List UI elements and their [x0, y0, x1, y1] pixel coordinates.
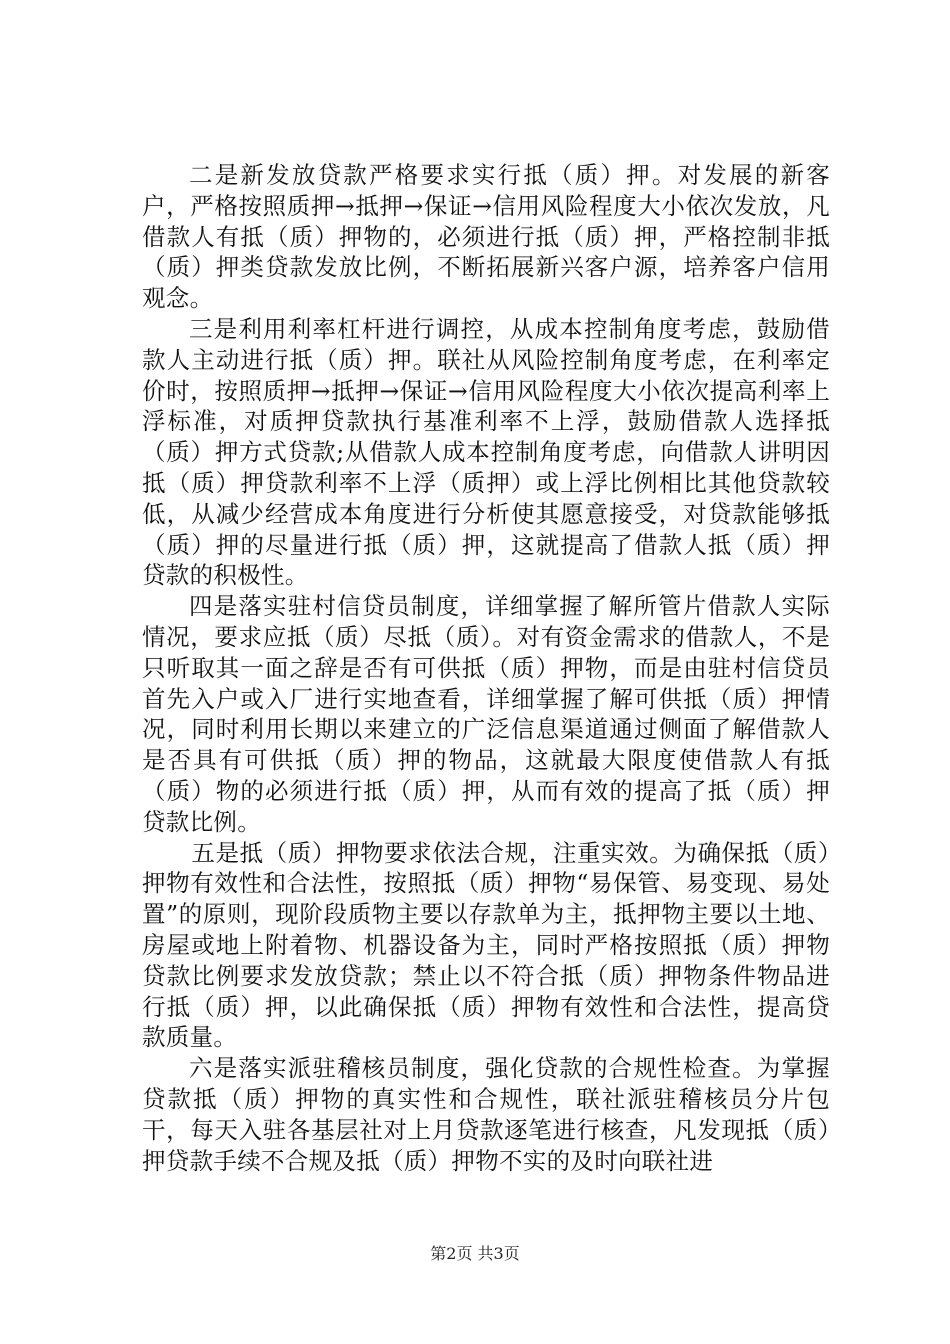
- paragraph-5: 五是抵（质）押物要求依法合规，注重实效。为确保抵（质）押物有效性和合法性，按照抵（质）押物“易保管、易变现、易处置”的原则，现阶段质物主要以存款单为主，抵押物主要以土地、房屋或地上附着物、机器设备为主，同时严格按照抵（质）押物贷款比例要求发放贷款；禁止以不符合抵（质）押物条件物品进行抵（质）押，以此确保抵（质）押物有效性和合法性，提高贷款质量。: [142, 838, 830, 1052]
- paragraph-3: 三是利用利率杠杆进行调控，从成本控制角度考虑，鼓励借款人主动进行抵（质）押。联社从风险控制角度考虑，在利率定价时，按照质押→抵押→保证→信用风险程度大小依次提高利率上浮标准，对质押贷款执行基准利率不上浮，鼓励借款人选择抵（质）押方式贷款;从借款人成本控制角度考虑，向借款人讲明因抵（质）押贷款利率不上浮（质押）或上浮比例相比其他贷款较低，从减少经营成本角度进行分析使其愿意接受，对贷款能够抵（质）押的尽量进行抵（质）押，这就提高了借款人抵（质）押贷款的积极性。: [142, 314, 830, 590]
- paragraph-2: 二是新发放贷款严格要求实行抵（质）押。对发展的新客户，严格按照质押→抵押→保证→信用风险程度大小依次发放，凡借款人有抵（质）押物的，必须进行抵（质）押，严格控制非抵（质）押类贷款发放比例，不断拓展新兴客户源，培养客户信用观念。: [142, 161, 830, 313]
- page-number: 第2页 共3页: [430, 1244, 520, 1263]
- document-body: [142, 160, 830, 1176]
- page-footer: [0, 1244, 950, 1264]
- paragraph-4: 四是落实驻村信贷员制度，详细掌握了解所管片借款人实际情况，要求应抵（质）尽抵（质）。对有资金需求的借款人，不是只听取其一面之辞是否有可供抵（质）押物，而是由驻村信贷员首先入户或入厂进行实地查看，详细掌握了解可供抵（质）押情况，同时利用长期以来建立的广泛信息渠道通过侧面了解借款人是否具有可供抵（质）押的物品，这就最大限度使借款人有抵（质）物的必须进行抵（质）押，从而有效的提高了抵（质）押贷款比例。: [142, 592, 830, 836]
- paragraph-6: 六是落实派驻稽核员制度，强化贷款的合规性检查。为掌握贷款抵（质）押物的真实性和合规性，联社派驻稽核员分片包干，每天入驻各基层社对上月贷款逐笔进行核查，凡发现抵（质）押贷款手续不合规及抵（质）押物不实的及时向联社进: [142, 1054, 830, 1175]
